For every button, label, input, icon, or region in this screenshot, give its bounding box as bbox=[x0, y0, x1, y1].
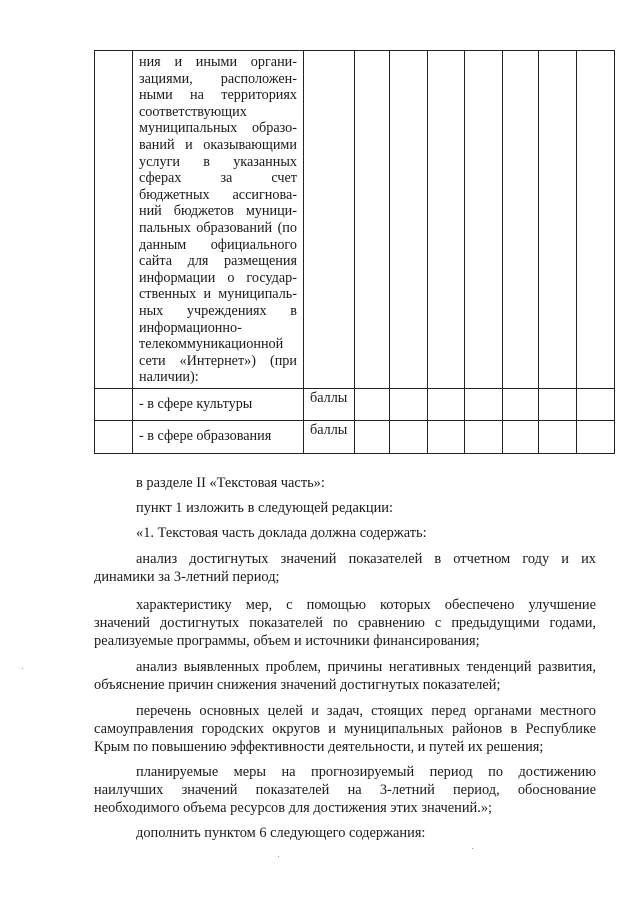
text-line: «1. Текстовая часть доклада должна содержать: bbox=[136, 525, 427, 541]
table-cell bbox=[465, 420, 503, 453]
text-line: необходимого объема ресурсов для достижения этих значений.»; bbox=[94, 800, 493, 816]
table-cell bbox=[95, 420, 133, 453]
table-cell bbox=[539, 51, 577, 389]
description-line: информации о государ- bbox=[139, 269, 297, 286]
description-line: наличии): bbox=[139, 369, 199, 386]
row-unit-education: баллы bbox=[304, 420, 355, 453]
table-cell bbox=[355, 420, 390, 453]
table-cell bbox=[539, 388, 577, 420]
text-line: динамики за 3-летний период; bbox=[94, 569, 280, 585]
paragraph bbox=[94, 596, 596, 650]
indicator-description bbox=[133, 51, 304, 389]
paragraph bbox=[94, 524, 596, 542]
description-line: ных учреждениях в bbox=[139, 302, 297, 319]
description-line: сайта для размещения bbox=[139, 253, 297, 270]
paragraph bbox=[94, 658, 596, 694]
indicator-table bbox=[94, 50, 615, 454]
text-line: перечень основных целей и задач, стоящих перед органами местного bbox=[136, 703, 596, 719]
paragraph bbox=[94, 499, 596, 517]
description-line: ний бюджетов муници- bbox=[139, 203, 297, 220]
description-line: сети «Интернет») (при bbox=[139, 352, 297, 369]
text-line: планируемые меры на прогнозируемый период по достижению bbox=[136, 764, 596, 780]
paragraph bbox=[94, 474, 596, 492]
text-line: характеристику мер, с помощью которых обеспечено улучшение bbox=[136, 597, 596, 613]
table-cell bbox=[355, 51, 390, 389]
table-cell bbox=[390, 388, 428, 420]
paragraph bbox=[94, 824, 596, 842]
table-cell bbox=[465, 388, 503, 420]
text-line: наилучших значений показателей на 3-летний период, обоснование bbox=[94, 782, 596, 798]
description-line: пальных образований (по bbox=[139, 219, 297, 236]
scan-speck bbox=[278, 856, 279, 857]
text-line: дополнить пунктом 6 следующего содержания: bbox=[136, 825, 426, 841]
paragraph bbox=[94, 550, 596, 586]
text-line: пункт 1 изложить в следующей редакции: bbox=[136, 500, 393, 516]
text-line: самоуправления городских округов и муниципальных районов в Республике bbox=[94, 721, 596, 737]
table-cell bbox=[577, 51, 615, 389]
text-line: значений достигнутых показателей по сравнению с предыдущими годами, bbox=[94, 615, 596, 631]
table-cell bbox=[503, 51, 539, 389]
row-unit-culture: баллы bbox=[304, 388, 355, 420]
text-line: реализуемые программы, объем и источники финансирования; bbox=[94, 633, 480, 649]
description-line: сферах за счет bbox=[139, 170, 297, 187]
table-cell bbox=[503, 420, 539, 453]
description-line: услуги в указанных bbox=[139, 153, 297, 170]
scan-speck bbox=[22, 668, 23, 669]
table-row bbox=[95, 388, 615, 420]
table-cell bbox=[390, 420, 428, 453]
table-cell bbox=[428, 388, 465, 420]
table-cell bbox=[95, 51, 133, 389]
paragraph bbox=[94, 702, 596, 756]
description-line: ственных и муниципаль- bbox=[139, 286, 297, 303]
table-row bbox=[95, 51, 615, 389]
text-line: Крым по повышению эффективности деятельности, и путей их решения; bbox=[94, 739, 544, 755]
table-cell bbox=[428, 51, 465, 389]
description-line: соответствующих bbox=[139, 103, 247, 120]
description-line: ваний и оказывающими bbox=[139, 136, 297, 153]
text-line: анализ выявленных проблем, причины негативных тенденций развития, bbox=[136, 659, 596, 675]
description-line: информационно- bbox=[139, 319, 242, 336]
table-cell bbox=[465, 51, 503, 389]
description-line: зациями, расположен- bbox=[139, 70, 297, 87]
description-line: ными на территориях bbox=[139, 87, 297, 104]
table-cell bbox=[539, 420, 577, 453]
table-cell bbox=[428, 420, 465, 453]
scan-speck bbox=[472, 848, 473, 849]
table-cell bbox=[390, 51, 428, 389]
description-line: ния и иными органи- bbox=[139, 54, 297, 70]
table-cell bbox=[95, 388, 133, 420]
table-cell bbox=[577, 420, 615, 453]
row-label-culture: - в сфере культуры bbox=[133, 388, 304, 420]
table-cell bbox=[577, 388, 615, 420]
description-line: телекоммуникационной bbox=[139, 336, 284, 353]
description-line: муниципальных образо- bbox=[139, 120, 297, 137]
table-cell bbox=[503, 388, 539, 420]
description-line: данным официального bbox=[139, 236, 297, 253]
paragraph bbox=[94, 763, 596, 817]
table-cell bbox=[304, 51, 355, 389]
table-cell bbox=[355, 388, 390, 420]
row-label-education: - в сфере образования bbox=[133, 420, 304, 453]
text-line: анализ достигнутых значений показателей в отчетном году и их bbox=[136, 551, 596, 567]
description-line: бюджетных ассигнова- bbox=[139, 186, 297, 203]
table-row bbox=[95, 420, 615, 453]
text-line: в разделе II «Текстовая часть»: bbox=[136, 475, 325, 491]
text-line: объяснение причин снижения значений достигнутых показателей; bbox=[94, 677, 501, 693]
